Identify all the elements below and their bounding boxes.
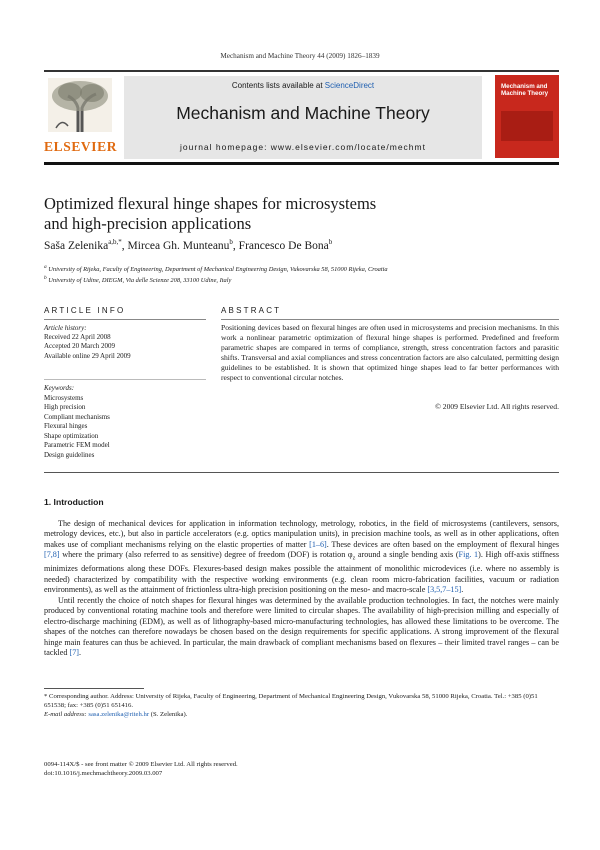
history-label: Article history: (44, 324, 87, 332)
keyword-item: Design guidelines (44, 450, 95, 459)
citation-link[interactable]: [1–6] (309, 539, 327, 549)
doi-line[interactable]: doi:10.1016/j.mechmachtheory.2009.03.007 (44, 770, 163, 777)
author-name[interactable]: Saša Zelenika (44, 239, 109, 252)
contents-line (124, 81, 482, 90)
author-name[interactable]: Francesco De Bona (238, 239, 329, 252)
figure-link[interactable]: Fig. 1 (458, 550, 479, 560)
paragraph: Until recently the choice of notch shapes for flexural hinges was determined by the available production technologies. In fact, the notches were mainly produced by conventional rotating machine tools and therefore were limited to circular shapes. The availability of high-precision milling and especially of electro-discharge machining (EDM), as well as of lithography-based micro-manufacturing technologies, has allowed these limitations to be overcome. The shapes of the notches can therefore nowadays be chosen based on the design requirements for specific applications. A strong improvement of the flexural hinge main features can thus be achieved. In particular, the main drawback of compliant mechanisms based on flexures – their limited travel ranges – can be tackled [7]. (44, 595, 559, 658)
header-rule-top (44, 70, 559, 72)
author-list: Saša Zelenika$^{a,b,*}$, Mircea Gh. Munteanu$^b$, Francesco De Bona$^b$ (44, 238, 333, 252)
keyword-item: Flexural hinges (44, 422, 88, 430)
journal-title: Mechanism and Machine Theory (176, 103, 430, 123)
introduction-body (44, 519, 559, 659)
article-title-line1: Optimized flexural hinge shapes for microsystems (44, 194, 377, 213)
keyword-item: Shape optimization (44, 431, 99, 440)
paragraph: The design of mechanical devices for application in information technology, metrology, robotics, in the field of microsystems (cantilevers, sensors, metrology devices, etc.), but also in particle accelerators (e.g. optics manipulation units), in precision machine tools, as well as in other applications, often makes use of compliant mechanisms relying on the elastic properties of matter [1–6]. These devices are often based on the employment of flexural hinges [7,8] where the primary (also referred to as sensitive) degree of freedom (DOF) is rotation $\varphi_z$ around a single bending axis (Fig. 1). High off-axis stiffness minimizes deformations along these DOFs. Flexures-based design makes possible the attainment of monolithic microdevices (i.e. where no assembly is needed) characterized by compatibility with the respective working environments (e.g. clean room micro-fabrication facilities, vacuum or radiation environments), as well as the attainment of frictionless ultra-high precision positioning on the meso- and macro-scale [3,5,7–15]. (44, 519, 560, 595)
keywords-block (44, 384, 110, 460)
sciencedirect-link[interactable]: ScienceDirect (324, 81, 375, 90)
affiliations (44, 263, 559, 285)
abstract-text: Positioning devices based on flexural hinges are often used in microsystems and precision mechanisms. In this work a nonlinear parametric optimization of flexural hinge shapes is performed. Predefined and freeform parametric shapes are compared in terms of compliance, strength, stress concentration factors and parasitic shifts. Transversal and axial compliances and stress concentration factors are also calculated, permitting design guidelines to be established. It is shown that optimized hinge shapes lead to far better performances with respect to conventional circular notches. (221, 323, 559, 383)
abstract-rule (221, 319, 559, 320)
citation-link[interactable]: [3,5,7–15] (427, 585, 462, 595)
history-received: Received 22 April 2008 (44, 333, 111, 342)
author-affiliation-marker: b (229, 238, 233, 246)
email-line: E-mail address: sasa.zelenika@riteh.hr (S. Zelenika). (44, 711, 188, 718)
front-matter-rule (44, 472, 559, 473)
issn-line: 0094-114X/$ - see front matter © 2009 Elsevier Ltd. All rights reserved. (44, 761, 238, 768)
article-title (44, 194, 544, 234)
keyword-item: Microsystems (44, 393, 84, 402)
journal-cover-thumbnail[interactable] (495, 75, 559, 158)
article-info-rule (44, 319, 206, 320)
journal-reference: Mechanism and Machine Theory 44 (2009) 1826–1839 (220, 52, 380, 60)
email-link[interactable]: sasa.zelenika@riteh.hr (88, 711, 150, 718)
footnote (44, 692, 559, 719)
cover-band (501, 111, 553, 141)
citation-link[interactable]: [7,8] (44, 550, 60, 560)
history-accepted: Accepted 20 March 2009 (44, 342, 115, 351)
publisher-name: ELSEVIER (44, 139, 118, 154)
author-affiliation-marker: a,b,* (108, 238, 122, 246)
keyword-item: Compliant mechanisms (44, 412, 110, 421)
keyword-item: Parametric FEM model (44, 441, 110, 449)
keywords-label: Keywords: (44, 384, 75, 392)
corresponding-author-note: * Corresponding author. Address: University of Rijeka, Faculty of Engineering, Department of Mechanical Engineering Design, Vukovarska 58, 51000 Rijeka, Croatia. Tel.: +385 (0)51 651538; fax: +385 (0)51 651416. (44, 693, 538, 709)
section-heading-introduction: 1. Introduction (44, 497, 104, 507)
affiliation-a: $^a$ University of Rijeka, Faculty of Engineering, Department of Mechanical Engineering Design, Vukovarska 58, 51000 Rijeka, Croatia (44, 264, 388, 274)
article-history (44, 324, 131, 361)
header-rule-bottom (44, 162, 559, 165)
keyword-item: High precision (44, 403, 86, 411)
copyright-notice: © 2009 Elsevier Ltd. All rights reserved. (435, 402, 559, 411)
history-online: Available online 29 April 2009 (44, 351, 131, 360)
author-name[interactable]: Mircea Gh. Munteanu (127, 239, 230, 252)
cover-title: Mechanism and Machine Theory (501, 83, 549, 98)
journal-header-box (124, 76, 482, 159)
journal-homepage[interactable]: journal homepage: www.elsevier.com/locate/mechmt (180, 142, 426, 152)
author-affiliation-marker: b (328, 238, 333, 246)
citation-link[interactable]: [7] (69, 648, 79, 658)
contents-prefix: Contents lists available at (231, 81, 323, 90)
elsevier-logo[interactable] (44, 78, 116, 156)
footnote-rule (44, 688, 144, 689)
issn-doi-block (44, 760, 238, 778)
tree-logo-icon (48, 78, 112, 132)
article-title-line2: and high-precision applications (44, 214, 252, 233)
article-info-divider (44, 379, 206, 380)
abstract-heading: ABSTRACT (221, 306, 282, 315)
affiliation-b: $^b$ University of Udine, DIEGM, Via delle Scienze 208, 33100 Udine, Italy (44, 275, 232, 285)
article-info-heading: ARTICLE INFO (44, 306, 126, 315)
